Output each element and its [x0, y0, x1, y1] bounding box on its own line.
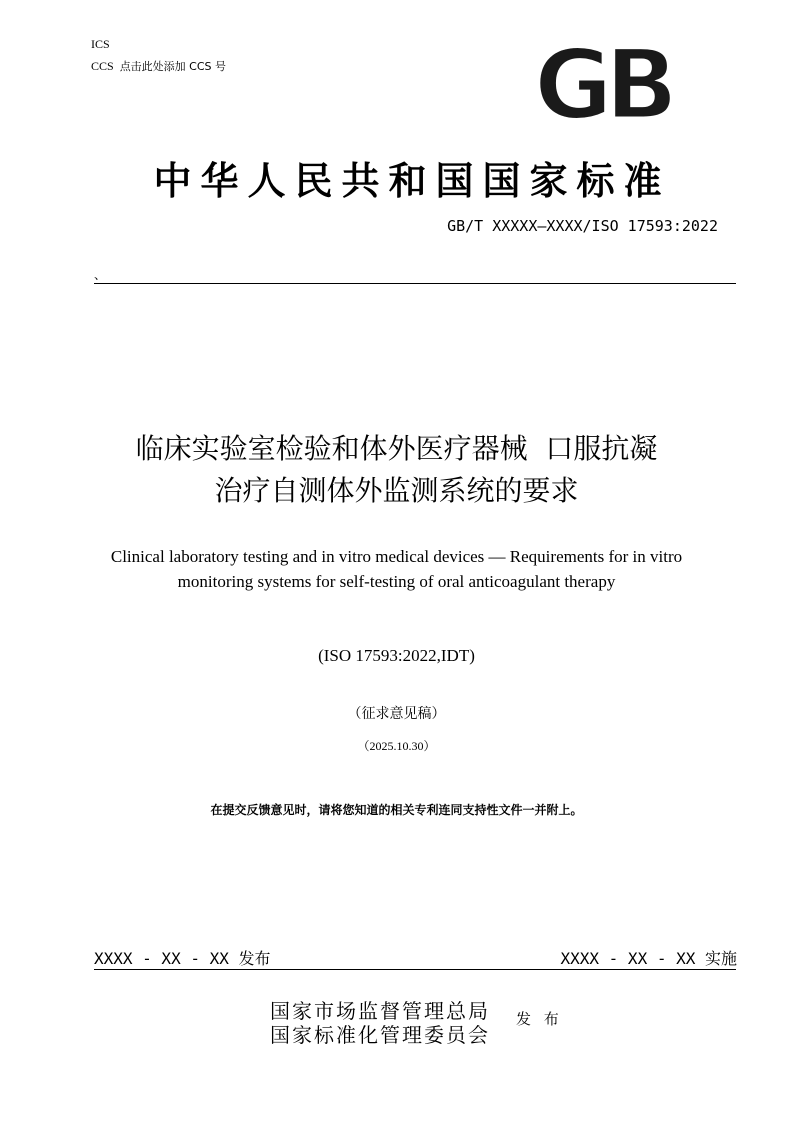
chinese-title	[60, 428, 733, 512]
top-divider	[94, 283, 736, 284]
small-mark: 、	[94, 268, 107, 282]
draft-label: （征求意见稿）	[347, 706, 446, 722]
english-title-line1: Clinical laboratory testing and in vitro medical devices — Requirements for in vitro	[110, 547, 683, 566]
standard-number: GB/T XXXXX—XXXX/ISO 17593:2022	[447, 217, 718, 235]
chinese-title-line1: 临床实验室检验和体外医疗器械 口服抗凝	[135, 432, 658, 465]
english-title	[80, 544, 713, 594]
ics-code	[91, 37, 110, 52]
ccs-code	[91, 58, 226, 74]
ccs-hint-field[interactable]: 点击此处添加 CCS 号	[119, 60, 227, 73]
english-title-line2: monitoring systems for self-testing of oral anticoagulant therapy	[177, 572, 616, 591]
gb-logo-text: GB	[534, 44, 670, 124]
standard-title: 中华人民共和国国家标准	[153, 158, 671, 203]
bottom-divider	[94, 969, 736, 970]
chinese-title-line2: 治疗自测体外监测系统的要求	[214, 474, 579, 507]
implement-date: XXXX - XX - XX 实施	[560, 949, 737, 968]
draft-date: （2025.10.30）	[357, 739, 436, 753]
gb-logo	[522, 44, 682, 124]
ics-label: ICS	[91, 37, 110, 51]
patent-notice: 在提交反馈意见时，请将您知道的相关专利连同支持性文件一并附上。	[210, 803, 583, 817]
publish-date: XXXX - XX - XX 发布	[94, 949, 271, 968]
ccs-label: CCS	[91, 59, 114, 73]
iso-reference: (ISO 17593:2022,IDT)	[318, 646, 475, 665]
issuer-sac: 国家标准化管理委员会	[270, 1023, 490, 1047]
issuer-samr: 国家市场监督管理总局	[270, 999, 490, 1023]
issue-word: 发 布	[516, 1010, 563, 1028]
